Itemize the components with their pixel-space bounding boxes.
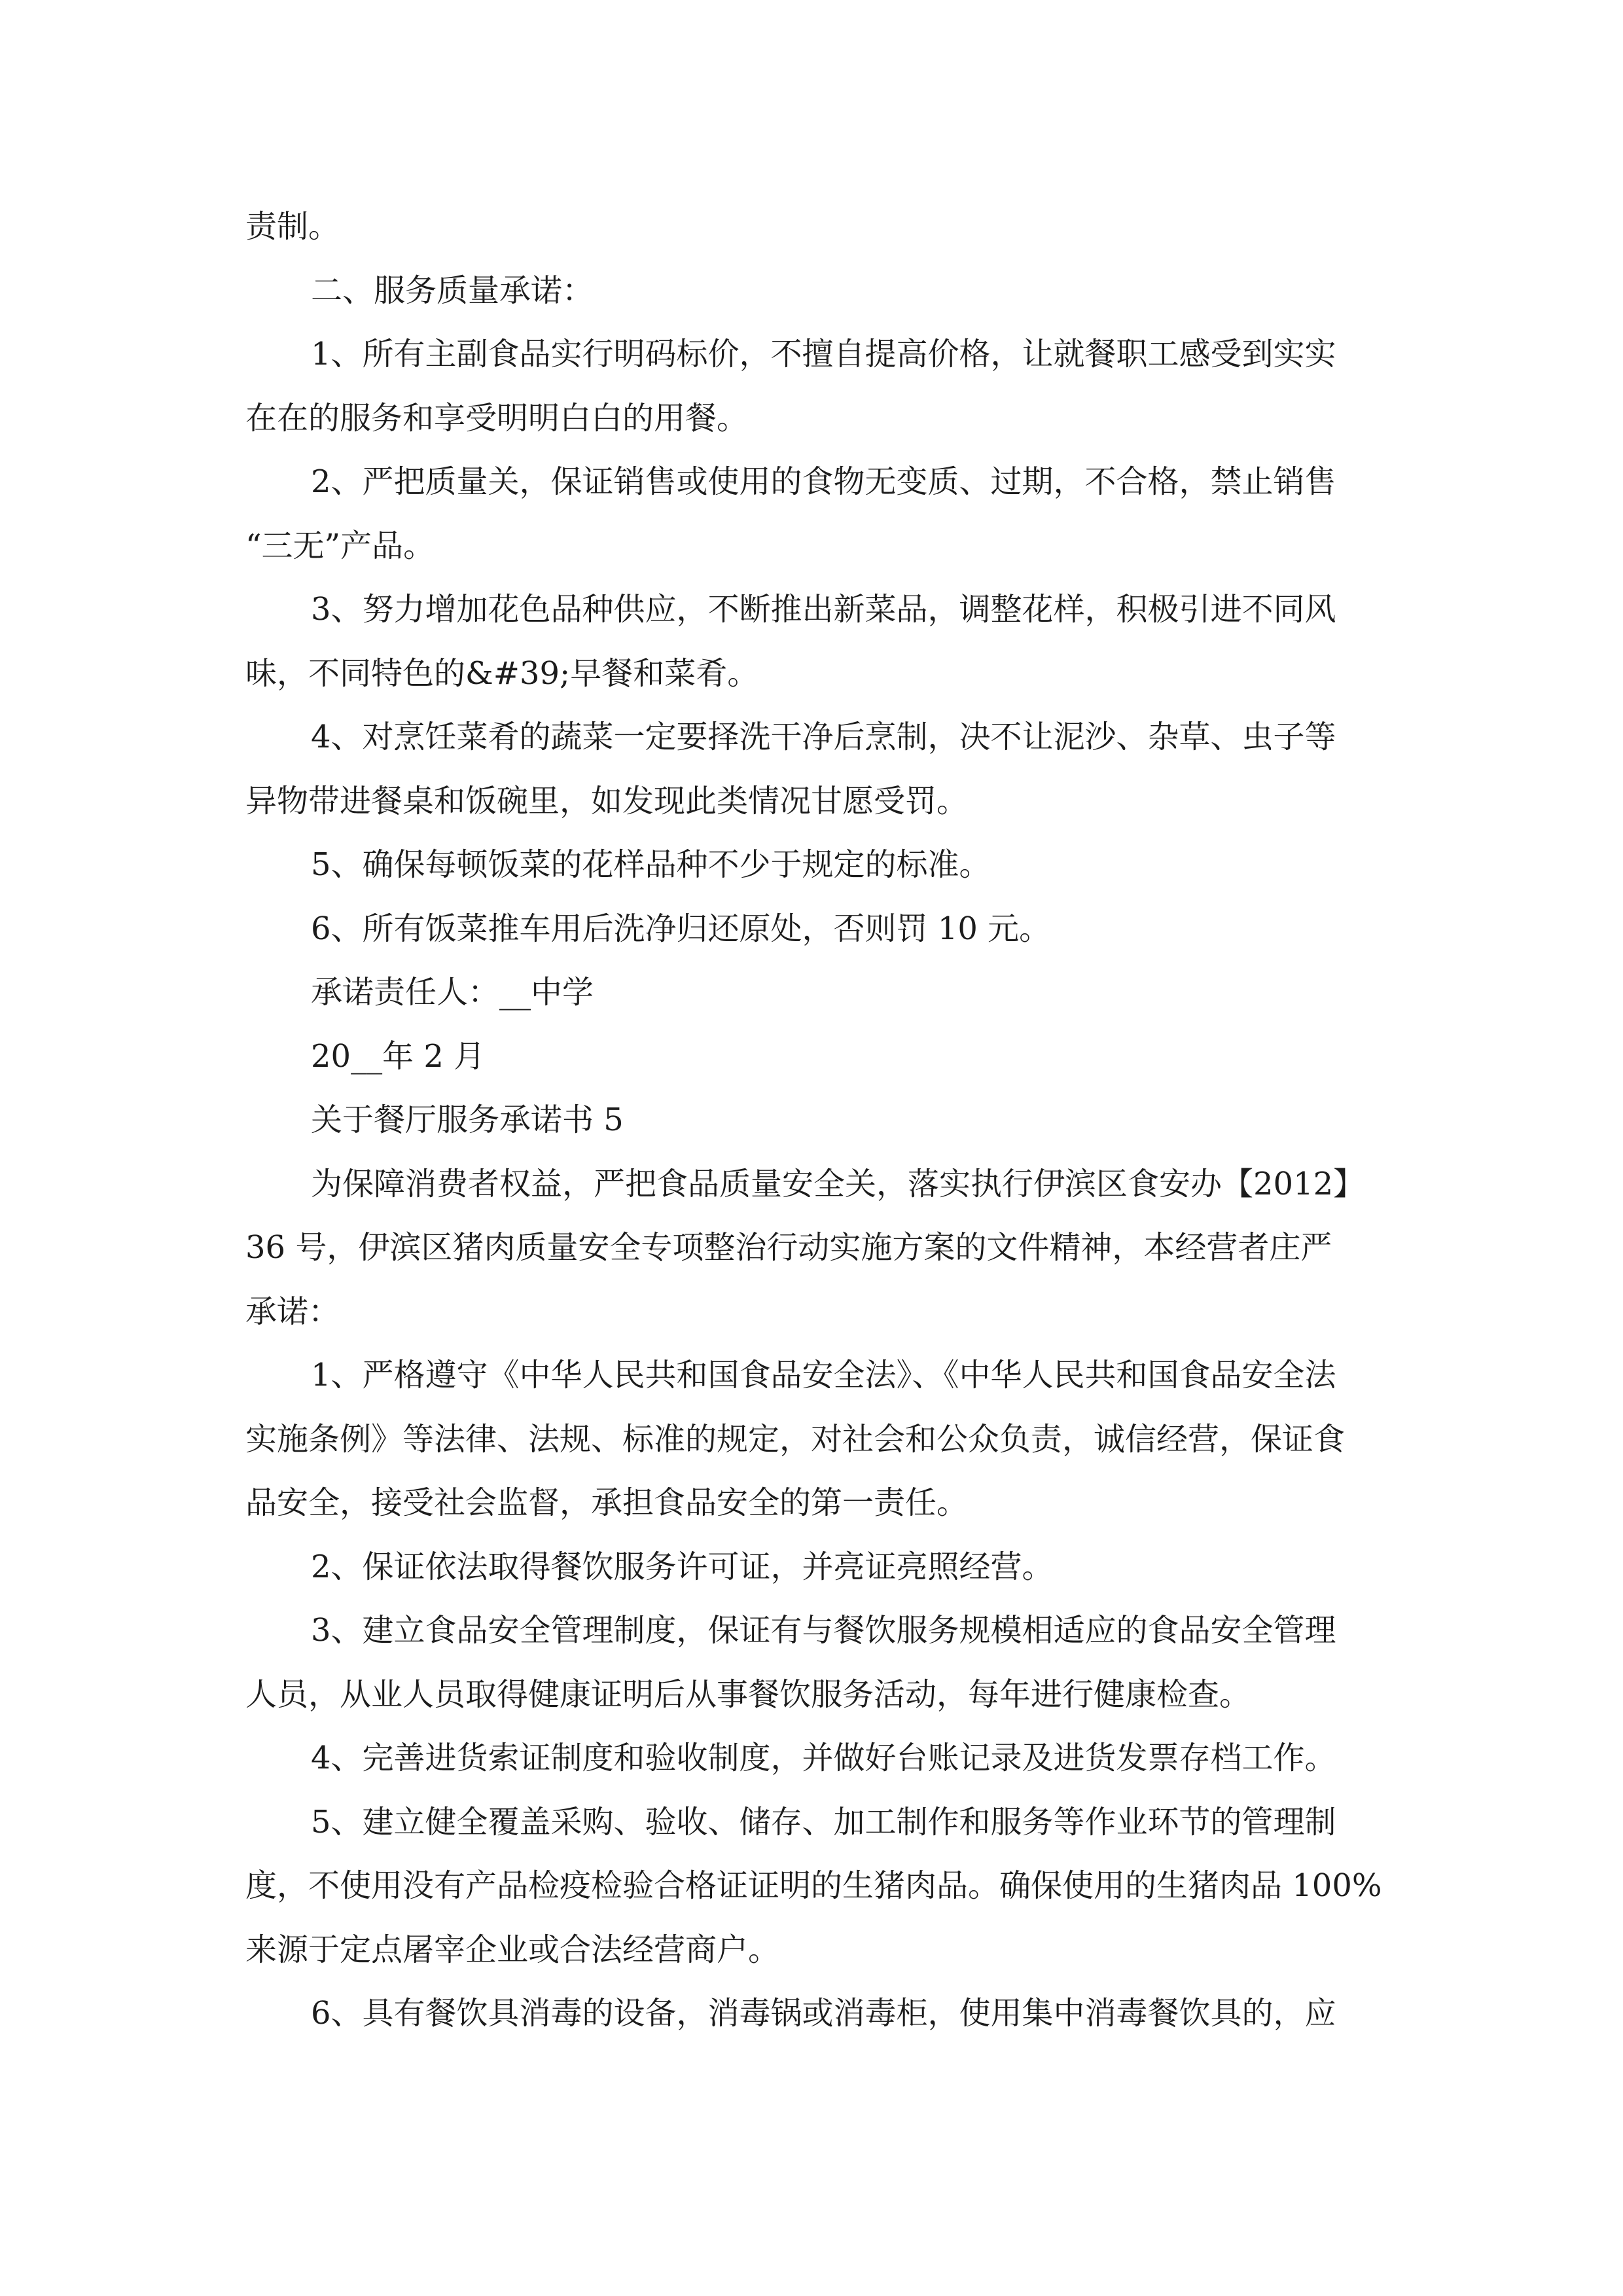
text-line: 承诺：: [245, 1293, 340, 1330]
text-line: 2、保证依法取得餐饮服务许可证，并亮证亮照经营。: [311, 1548, 1054, 1585]
text-line: 20__年 2 月: [311, 1037, 486, 1075]
text-line: 实施条例》等法律、法规、标准的规定，对社会和公众负责，诚信经营，保证食: [245, 1420, 1346, 1458]
document-body: [245, 195, 1384, 2046]
text-line: 度，不使用没有产品检疫检验合格证证明的生猪肉品。确保使用的生猪肉品 100%: [245, 1867, 1382, 1904]
text-line: 4、对烹饪菜肴的蔬菜一定要择洗干净后烹制，决不让泥沙、杂草、虫子等: [311, 719, 1336, 755]
text-line: 承诺责任人：__中学: [311, 974, 594, 1011]
text-line: 味，不同特色的&#39;早餐和菜肴。: [245, 655, 759, 692]
text-line: 二、服务质量承诺：: [311, 272, 594, 309]
text-line: 品安全，接受社会监督，承担食品安全的第一责任。: [245, 1484, 969, 1521]
text-line: 在在的服务和享受明明白白的用餐。: [245, 399, 749, 437]
text-line: 3、努力增加花色品种供应，不断推出新菜品，调整花样，积极引进不同风: [311, 591, 1336, 628]
text-line: 6、具有餐饮具消毒的设备，消毒锅或消毒柜，使用集中消毒餐饮具的，应: [311, 1995, 1336, 2032]
text-line: 1、严格遵守《中华人民共和国食品安全法》、《中华人民共和国食品安全法: [311, 1357, 1336, 1393]
text-line: “三无”产品。: [245, 527, 435, 564]
text-line: 1、所有主副食品实行明码标价，不擅自提高价格，让就餐职工感受到实实: [311, 336, 1336, 372]
text-line: 关于餐厅服务承诺书 5: [311, 1102, 624, 1138]
text-line: 责制。: [245, 208, 340, 245]
text-line: 来源于定点屠宰企业或合法经营商户。: [245, 1931, 780, 1968]
text-line: 人员，从业人员取得健康证明后从事餐饮服务活动，每年进行健康检查。: [245, 1676, 1251, 1713]
text-line: 36 号，伊滨区猪肉质量安全专项整治行动实施方案的文件精神，本经营者庄严: [245, 1229, 1332, 1266]
text-line: 4、完善进货索证制度和验收制度，并做好台账记录及进货发票存档工作。: [311, 1740, 1336, 1776]
text-line: 3、建立食品安全管理制度，保证有与餐饮服务规模相适应的食品安全管理: [311, 1612, 1336, 1649]
text-line: 2、严把质量关，保证销售或使用的食物无变质、过期，不合格，禁止销售: [311, 463, 1336, 500]
text-line: 5、建立健全覆盖采购、验收、储存、加工制作和服务等作业环节的管理制: [311, 1803, 1336, 1840]
text-line: 异物带进餐桌和饭碗里，如发现此类情况甘愿受罚。: [245, 782, 969, 819]
text-line: 6、所有饭菜推车用后洗净归还原处，否则罚 10 元。: [311, 910, 1051, 947]
text-line: 5、确保每顿饭菜的花样品种不少于规定的标准。: [311, 846, 991, 883]
text-line: 为保障消费者权益，严把食品质量安全关，落实执行伊滨区食安办【2012】: [311, 1165, 1365, 1202]
